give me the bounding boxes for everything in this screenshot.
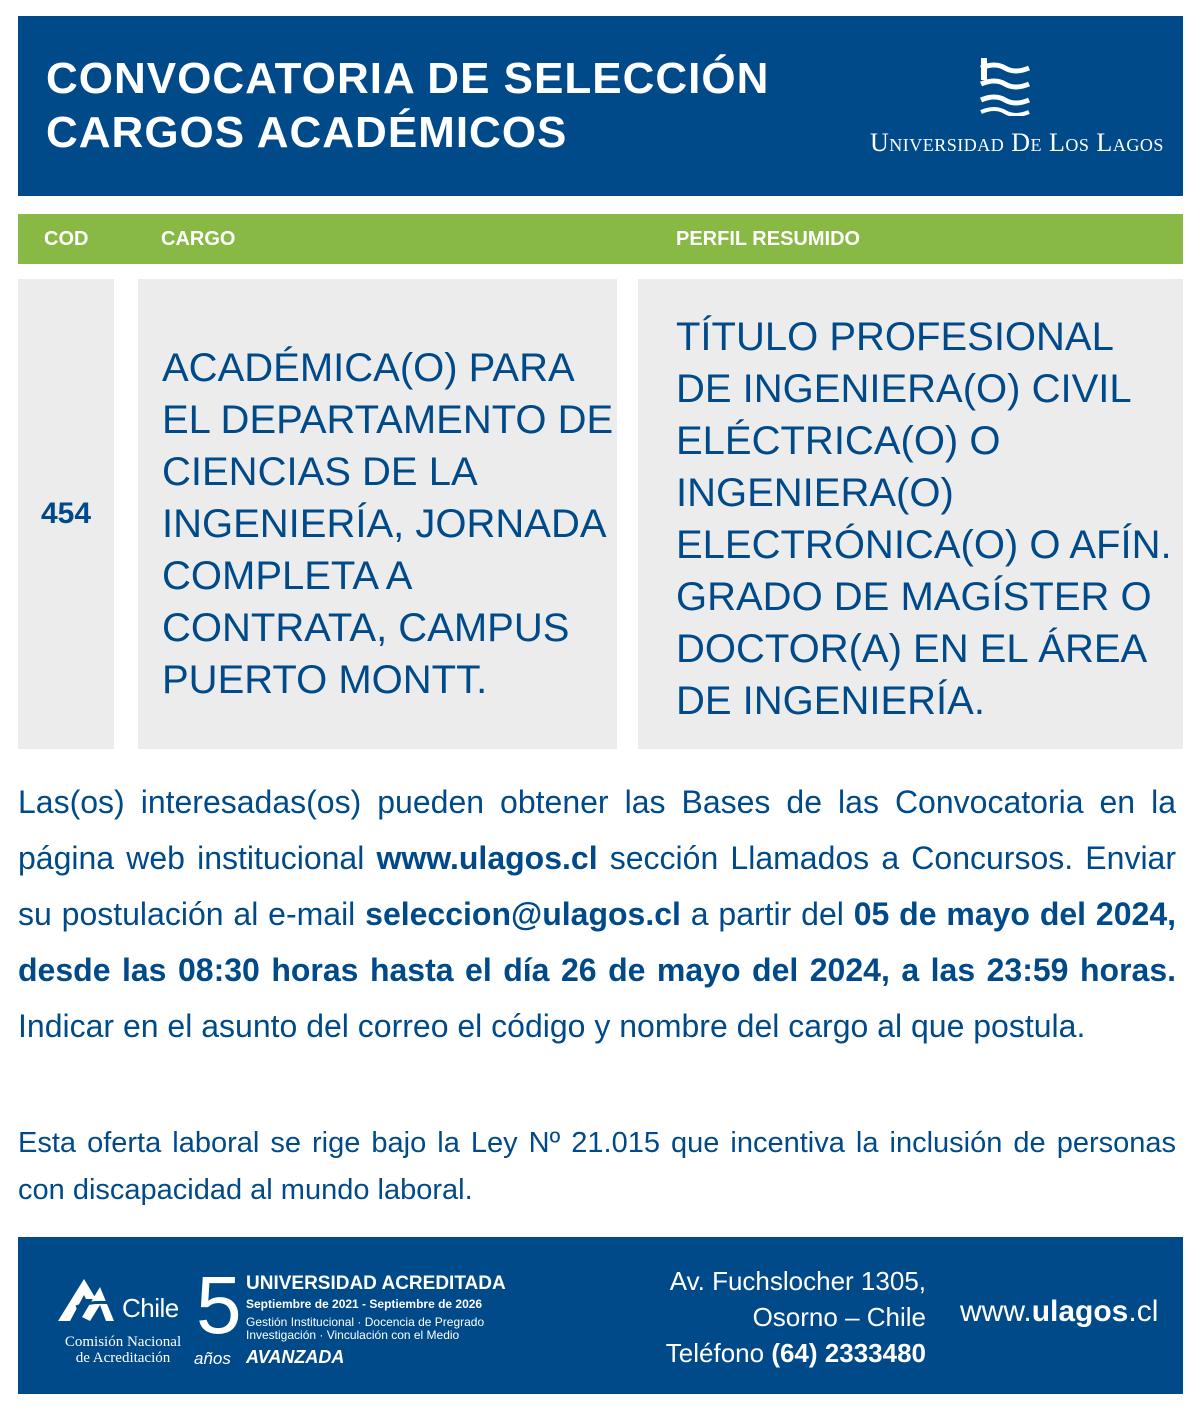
phone-line — [666, 1335, 926, 1371]
title-line-1: CONVOCATORIA DE SELECCIÓN — [46, 54, 770, 103]
application-info — [18, 774, 1176, 1054]
address-line: Osorno – Chile — [752, 1302, 926, 1332]
web-name: ulagos — [1031, 1295, 1129, 1328]
cargo-line: EL DEPARTAMENTO DE — [162, 398, 614, 442]
perfil-line: TÍTULO PROFESIONAL — [676, 315, 1114, 359]
university-logo-text: Universidad De Los Lagos — [870, 128, 1164, 157]
info-text: sección Llamados a Concursos. Enviar su postulación al e-mail — [18, 840, 1177, 932]
cargo-line: CONTRATA, CAMPUS — [162, 606, 570, 650]
accreditation-title: UNIVERSIDAD ACREDITADA — [246, 1273, 506, 1294]
cargo-line: ACADÉMICA(O) PARA — [162, 346, 575, 390]
accreditation-dates: Septiembre de 2021 - Septiembre de 2026 — [246, 1297, 483, 1311]
column-cargo: CARGO — [161, 228, 236, 250]
waves-logo-icon — [975, 56, 1031, 116]
perfil-line: ELÉCTRICA(O) O — [676, 419, 1001, 463]
cna-chile-label: Chile — [122, 1293, 179, 1323]
application-dates: 05 de mayo del 2024, desde las 08:30 horas hasta el día 26 de mayo del 2024, a las 23:59 horas. — [18, 896, 1176, 988]
perfil-line: ELECTRÓNICA(O) O AFÍN. — [676, 523, 1172, 567]
column-cod: COD — [44, 228, 89, 250]
inclusion-note: Esta oferta laboral se rige bajo la Ley Nº 21.015 que incentiva la inclusión de personas con discapacidad al mundo laboral. — [18, 1127, 1176, 1206]
info-text: a partir del — [680, 896, 854, 932]
info-text: Las(os) interesadas(os) pueden obtener las Bases de las Convocatoria en la página web institucional — [18, 784, 1176, 876]
phone-number[interactable]: (64) 2333480 — [771, 1338, 926, 1368]
job-code: 454 — [40, 497, 92, 530]
website-link[interactable]: www.ulagos.cl — [376, 840, 598, 876]
accreditation-areas: Gestión Institucional · Docencia de Pregrado — [246, 1315, 485, 1329]
cna-name — [48, 1334, 198, 1366]
accreditation-areas: Investigación · Vinculación con el Medio — [246, 1328, 460, 1342]
cell-code — [18, 279, 114, 749]
perfil-line: DE INGENIERA(O) CIVIL — [676, 367, 1132, 411]
page-title — [46, 52, 866, 160]
footer-website-link[interactable] — [960, 1295, 1158, 1329]
accreditation-years: 5 — [196, 1260, 242, 1351]
cargo-line: CIENCIAS DE LA — [162, 450, 478, 494]
contact-address — [666, 1263, 926, 1371]
accreditation-level: AVANZADA — [246, 1347, 345, 1367]
cna-line: de Acreditación — [75, 1350, 171, 1366]
cell-perfil — [638, 279, 1183, 749]
table-header — [18, 214, 1183, 264]
perfil-line: INGENIERA(O) — [676, 471, 954, 515]
perfil-text — [676, 311, 1172, 727]
accreditation-years-label: años — [194, 1349, 231, 1368]
phone-label: Teléfono — [665, 1338, 772, 1368]
cargo-line: PUERTO MONTT. — [162, 658, 488, 702]
cargo-line: INGENIERÍA, JORNADA — [162, 502, 607, 546]
title-line-2: CARGOS ACADÉMICOS — [46, 108, 568, 157]
web-suffix: .cl — [1128, 1295, 1159, 1328]
header-banner — [18, 16, 1183, 196]
address-line: Av. Fuchslocher 1305, — [669, 1266, 926, 1296]
email-link[interactable]: seleccion@ulagos.cl — [365, 896, 681, 932]
footer-banner — [18, 1237, 1183, 1394]
column-perfil: PERFIL RESUMIDO — [676, 228, 861, 250]
perfil-line: DOCTOR(A) EN EL ÁREA — [676, 627, 1148, 671]
cargo-line: COMPLETA A — [162, 554, 413, 598]
cna-line: Comisión Nacional — [64, 1334, 182, 1350]
cargo-text — [162, 342, 613, 706]
info-text: Indicar en el asunto del correo el código y nombre del cargo al que postula. — [18, 1008, 1086, 1044]
cell-cargo — [138, 279, 617, 749]
web-prefix: www. — [960, 1295, 1032, 1328]
perfil-line: DE INGENIERÍA. — [676, 679, 985, 723]
perfil-line: GRADO DE MAGÍSTER O — [676, 575, 1152, 619]
